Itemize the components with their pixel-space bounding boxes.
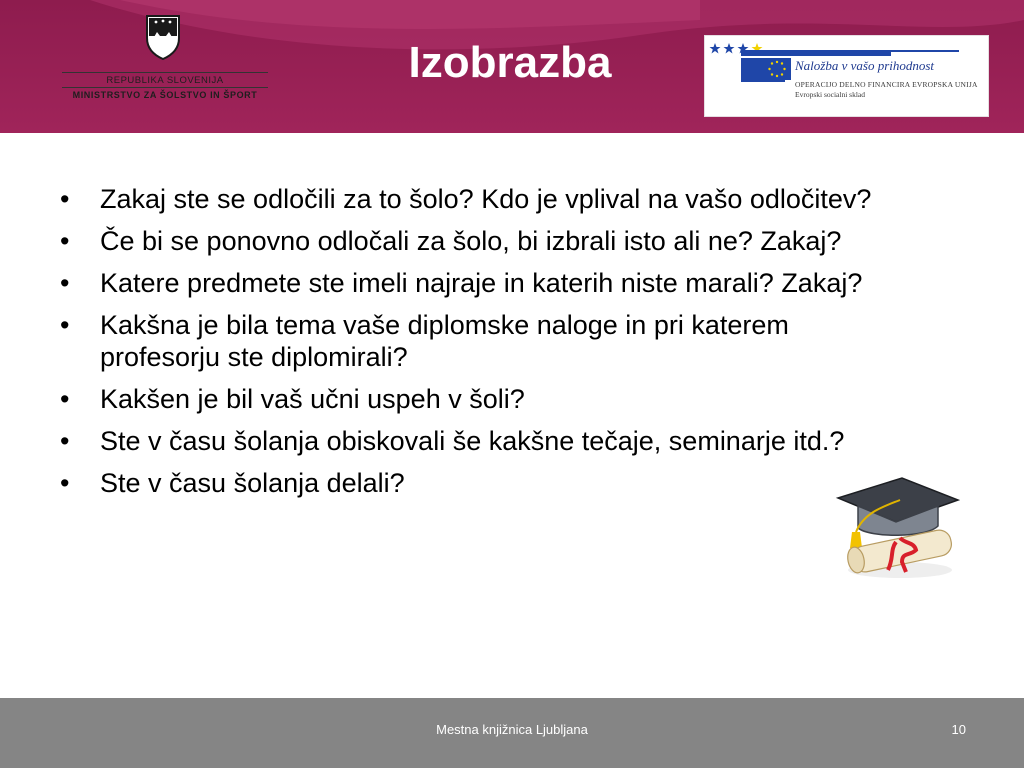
list-item — [60, 383, 860, 415]
bullet-icon: • — [60, 384, 70, 414]
list-item — [60, 467, 960, 499]
eu-flag-icon — [763, 58, 791, 80]
bullet-icon: • — [60, 226, 70, 256]
eu-funding-line: OPERACIJO DELNO FINANCIRA EVROPSKA UNIJA — [795, 80, 978, 89]
list-item-text: Če bi se ponovno odločali za šolo, bi izbrali isto ali ne? Zakaj? — [100, 226, 842, 256]
list-item — [60, 267, 960, 299]
slovenia-coat-of-arms-icon — [144, 14, 182, 60]
page-number: 10 — [951, 722, 966, 737]
list-item-text: Katere predmete ste imeli najraje in katerih niste marali? Zakaj? — [100, 268, 863, 298]
eu-funding-logo — [705, 36, 988, 116]
ministry-divider — [62, 72, 268, 73]
ministry-department-label: MINISTRSTVO ZA ŠOLSTVO IN ŠPORT — [72, 90, 258, 100]
list-item — [60, 425, 860, 457]
bullet-icon: • — [60, 310, 70, 340]
ministry-divider — [62, 87, 268, 88]
ministry-country-label: REPUBLIKA SLOVENIJA — [106, 75, 224, 86]
eu-slogan: Naložba v vašo prihodnost — [795, 58, 935, 73]
list-item-text: Zakaj ste se odločili za to šolo? Kdo je vplival na vašo odločitev? — [100, 184, 872, 214]
slide-header — [0, 0, 1024, 133]
list-item-text: Ste v času šolanja delali? — [100, 468, 405, 498]
question-list — [60, 183, 960, 509]
bullet-icon: • — [60, 468, 70, 498]
list-item — [60, 183, 960, 215]
list-item-text: Ste v času šolanja obiskovali še kakšne tečaje, seminarje itd.? — [100, 426, 845, 456]
bullet-icon: • — [60, 184, 70, 214]
list-item — [60, 225, 960, 257]
slide-footer — [0, 698, 1024, 768]
bullet-icon: • — [60, 268, 70, 298]
footer-organization: Mestna knjižnica Ljubljana — [436, 722, 588, 737]
slide-title: Izobrazba — [408, 38, 612, 87]
ministry-logo — [62, 14, 272, 114]
graduation-cap-diploma-icon — [830, 472, 960, 584]
bullet-icon: • — [60, 426, 70, 456]
eu-fund-name: Evropski socialni sklad — [795, 90, 865, 99]
list-item-text: Kakšna je bila tema vaše diplomske naloge in pri katerem profesorju ste diplomirali? — [100, 310, 789, 372]
list-item-text: Kakšen je bil vaš učni uspeh v šoli? — [100, 384, 525, 414]
list-item — [60, 309, 860, 373]
